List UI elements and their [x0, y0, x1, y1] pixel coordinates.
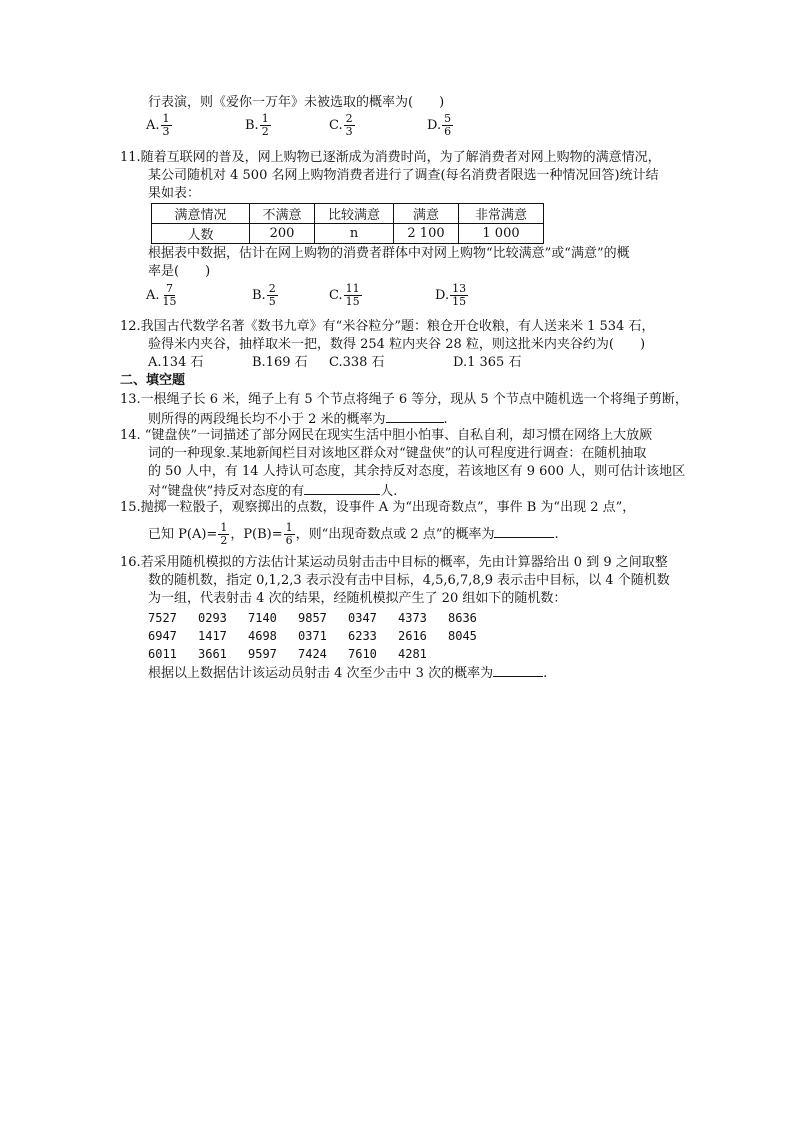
q13-line-1: 13.一根绳子长 6 米，绳子上有 5 个节点将绳子 6 等分，现从 5 个节点中随机选一个将绳子剪断， [120, 392, 688, 407]
q10-option-b: B. $\frac{1}{2}$ [245, 112, 269, 138]
q11-option-a: A. $\frac{7}{15}$ [146, 282, 177, 308]
q12-line-1: 12.我国古代数学名著《数书九章》有“米谷粒分”题：粮仓开仓收粮，有人送来米 1 534 石， [120, 319, 655, 334]
q14-line-1: 14. “键盘侠”一词描述了部分网民在现实生活中胆小怕事、自私自利，却习惯在网络上大放厥 [120, 428, 653, 443]
q11-line-5: 率是( ) [148, 264, 211, 279]
table-header-cell: 非常满意 [459, 204, 544, 224]
table-header-cell: 满意 [394, 204, 459, 224]
table-cell: 200 [250, 224, 315, 244]
section-heading: 二、填空题 [120, 373, 186, 388]
q11-option-d: D. $\frac{13}{15}$ [435, 282, 467, 308]
table-header-cell: 不满意 [250, 204, 315, 224]
table-row [152, 224, 544, 244]
q15-line-2: 已知 P(A)= $\frac{1}{2}$ ，P(B)= $\frac{1}{6}$ ，则“出现奇数点或 2 点”的概率为 . [148, 521, 559, 547]
q12-line-2: 验得米内夹谷，抽样取米一把，数得 254 粒内夹谷 28 粒，则这批米内夹谷约为( ) [148, 337, 646, 352]
q14-line-4: 对“键盘侠”持反对态度的有 人. [148, 484, 398, 499]
q11-option-b: B. $\frac{2}{5}$ [252, 282, 276, 308]
q10-tail: 行表演，则《爱你一万年》未被选取的概率为( ) [148, 95, 445, 110]
table-header-cell: 满意情况 [152, 204, 250, 224]
q12-option-d: D.1 365 石 [453, 355, 522, 370]
q11-line-4: 根据表中数据，估计在网上购物的消费者群体中对网上购物“比较满意”或“满意”的概 [148, 246, 630, 261]
q11-option-c: C. $\frac{11}{15}$ [329, 282, 360, 308]
random-number-row: 7527 0293 7140 9857 0347 4373 8636 [148, 611, 477, 625]
q16-last-line: 根据以上数据估计该运动员射击 4 次至少击中 3 次的概率为 . [148, 666, 548, 681]
answer-blank[interactable] [304, 482, 380, 495]
q16-line-2: 数的随机数，指定 0,1,2,3 表示没有击中目标，4,5,6,7,8,9 表示击中目标，以 4 个随机数 [148, 573, 670, 588]
random-number-row: 6011 3661 9597 7424 7610 4281 [148, 647, 427, 661]
q11-line-3: 果如表： [148, 186, 201, 201]
survey-table [151, 203, 544, 244]
table-cell: 2 100 [394, 224, 459, 244]
q12-option-a: A.134 石 [148, 355, 204, 370]
answer-blank[interactable] [493, 664, 543, 677]
q12-option-b: B.169 石 [252, 355, 308, 370]
table-cell: n [315, 224, 394, 244]
q10-option-a: A. $\frac{1}{3}$ [146, 112, 170, 138]
table-header-cell: 比较满意 [315, 204, 394, 224]
q15-line-1: 15.抛掷一粒骰子，观察掷出的点数，设事件 A 为“出现奇数点”，事件 B 为“出现 2 点”， [120, 500, 636, 515]
q12-option-c: C.338 石 [329, 355, 385, 370]
q10-option-c: C. $\frac{2}{3}$ [329, 112, 353, 138]
q10-option-d: D. $\frac{5}{6}$ [427, 112, 452, 138]
answer-blank[interactable] [386, 410, 444, 423]
q14-line-2: 词的一种现象.某地新闻栏目对该地区群众对“键盘侠”的认可程度进行调查：在随机抽取 [148, 446, 647, 461]
q11-line-2: 某公司随机对 4 500 名网上购物消费者进行了调查(每名消费者限选一种情况回答)统计结 [148, 168, 659, 183]
q16-line-3: 为一组，代表射击 4 次的结果，经随机模拟产生了 20 组如下的随机数： [148, 591, 567, 606]
random-number-row: 6947 1417 4698 0371 6233 2616 8045 [148, 629, 477, 643]
q13-line-2: 则所得的两段绳长均不小于 2 米的概率为 . [148, 412, 448, 427]
q14-line-3: 的 50 人中，有 14 人持认可态度，其余持反对态度，若该地区有 9 600 人，则可估计该地区 [148, 464, 686, 479]
table-cell: 人数 [152, 224, 250, 244]
q11-line-1: 11.随着互联网的普及，网上购物已逐渐成为消费时尚，为了解消费者对网上购物的满意情况， [120, 150, 661, 165]
table-row [152, 204, 544, 224]
q16-line-1: 16.若采用随机模拟的方法估计某运动员射击击中目标的概率，先由计算器给出 0 到 9 之间取整 [120, 555, 668, 570]
answer-blank[interactable] [494, 525, 554, 538]
table-cell: 1 000 [459, 224, 544, 244]
